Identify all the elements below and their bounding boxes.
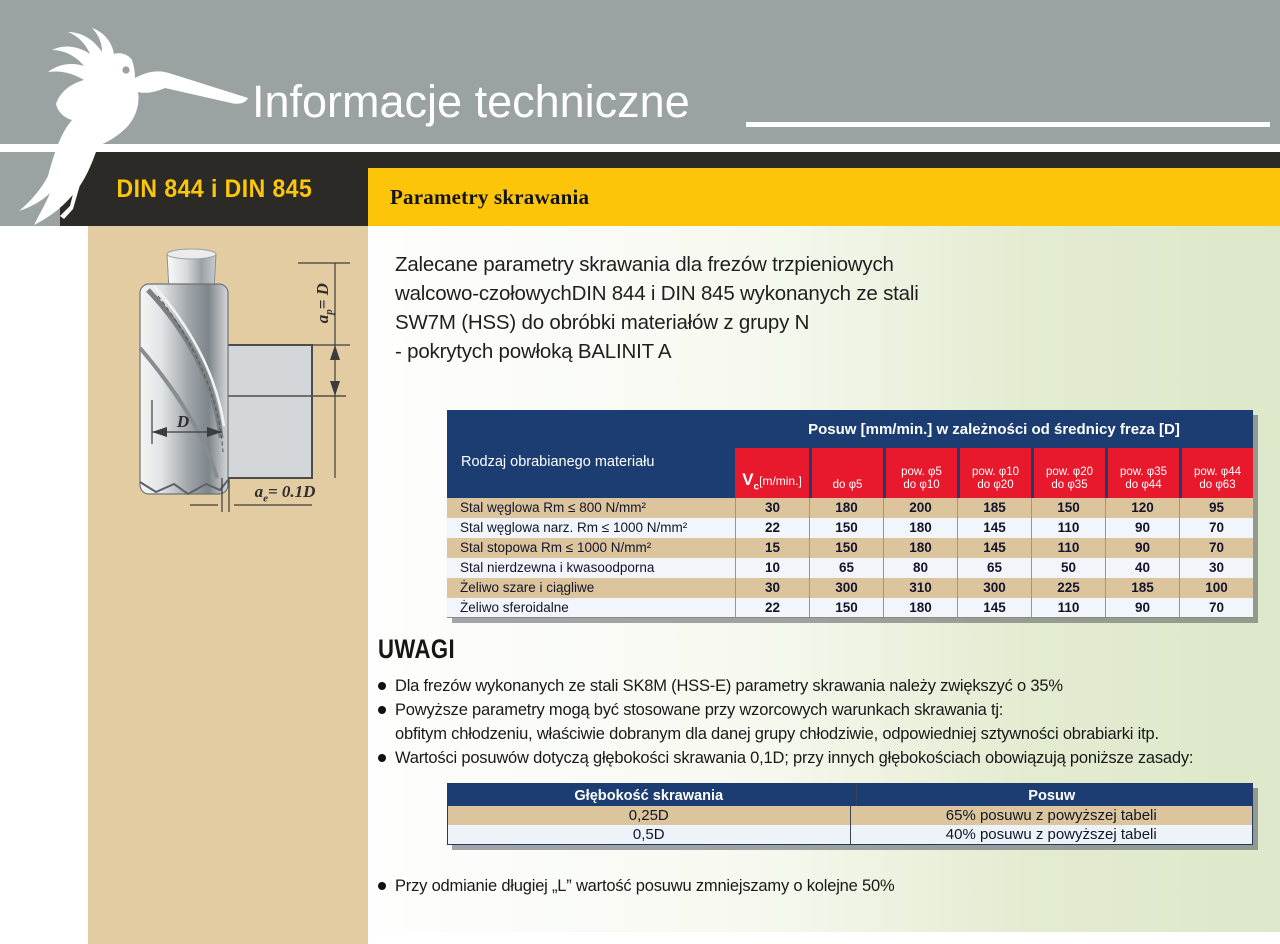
diameter-header-cell: pow. φ20 do φ35	[1031, 448, 1105, 498]
page-title: Informacje techniczne	[252, 76, 690, 127]
bullet-icon	[378, 754, 386, 762]
title-underline	[746, 122, 1270, 127]
feed-value-cell: 50	[1031, 558, 1105, 578]
milling-diagram	[88, 226, 368, 526]
feed-value-cell: 185	[1105, 578, 1179, 598]
bullet-icon	[378, 706, 386, 714]
feed-rule-cell: 65% posuwu z powyższej tabeli	[850, 806, 1253, 825]
feed-value-cell: 185	[957, 498, 1031, 518]
feed-value-cell: 200	[883, 498, 957, 518]
diameter-header-cell: do φ5	[809, 448, 883, 498]
material-name-cell: Stal węglowa narz. Rm ≤ 1000 N/mm²	[460, 520, 688, 535]
table-row	[447, 598, 1253, 618]
feed-rule-cell: 40% posuwu z powyższej tabeli	[850, 825, 1253, 844]
depth-table-row	[448, 806, 1252, 825]
feed-value-cell: 150	[809, 538, 883, 558]
feed-value-cell: 15	[735, 538, 809, 558]
feed-value-cell: 70	[1179, 598, 1253, 617]
cutting-parameters-table	[447, 410, 1253, 618]
diameter-label: D	[176, 412, 190, 431]
section-title: Parametry skrawania	[390, 184, 590, 209]
intro-paragraph	[395, 250, 1015, 366]
table-row	[447, 558, 1253, 578]
depth-value-cell: 0,5D	[632, 826, 665, 843]
material-name-cell: Stal nierdzewna i kwasoodporna	[460, 560, 655, 575]
feed-value-cell: 180	[883, 538, 957, 558]
feed-value-cell: 145	[957, 518, 1031, 538]
ae-label: $a_e= 0.1D$	[254, 482, 316, 505]
depth-table-header	[448, 784, 1252, 806]
feed-value-cell: 22	[735, 518, 809, 538]
feed-value-cell: 300	[957, 578, 1031, 598]
feed-value-cell: 90	[1105, 518, 1179, 538]
feed-value-cell: 70	[1179, 538, 1253, 558]
note-item-continuation: obfitym chłodzeniu, właściwie dobranym dla danej grupy chłodziwie, odpowiedniej sztywności obrabiarki itp.	[395, 725, 1159, 743]
workpiece	[222, 345, 312, 478]
depth-value-cell: 0,25D	[628, 807, 669, 824]
feed-value-cell: 150	[809, 518, 883, 538]
feed-value-cell: 65	[957, 558, 1031, 578]
intro-line: walcowo-czołowychDIN 844 i DIN 845 wykonanych ze stali	[395, 282, 919, 305]
feed-value-cell: 95	[1179, 498, 1253, 518]
intro-line: SW7M (HSS) do obróbki materiałów z grupy N	[395, 311, 810, 334]
feed-value-cell: 22	[735, 598, 809, 617]
feed-header: Posuw [mm/min.] w zależności od średnicy freza [D]	[808, 420, 1180, 438]
feed-value-cell: 145	[957, 538, 1031, 558]
note-item: Przy odmianie długiej „L” wartość posuwu zmniejszamy o kolejne 50%	[378, 874, 1268, 898]
feed-value-cell: 180	[883, 518, 957, 538]
notes-list	[378, 674, 1268, 770]
intro-line: - pokrytych powłoką BALINIT A	[395, 340, 672, 363]
feed-value-cell: 225	[1031, 578, 1105, 598]
feed-value-cell: 40	[1105, 558, 1179, 578]
feed-value-cell: 110	[1031, 538, 1105, 558]
bird-eye	[122, 66, 129, 73]
feed-value-cell: 145	[957, 598, 1031, 617]
table-row	[447, 518, 1253, 538]
diameter-header-cell: pow. φ5 do φ10	[883, 448, 957, 498]
feed-value-cell: 65	[809, 558, 883, 578]
ap-label: $a_p= D$	[312, 283, 336, 324]
material-name-cell: Stal węglowa Rm ≤ 800 N/mm²	[460, 500, 646, 515]
feed-value-cell: 150	[809, 598, 883, 617]
feed-value-cell: 110	[1031, 598, 1105, 617]
feed-value-cell: 100	[1179, 578, 1253, 598]
vc-header-cell: $V_c$ [m/min.]	[735, 448, 809, 498]
depth-feed-table	[447, 783, 1253, 845]
feed-value-cell: 150	[1031, 498, 1105, 518]
feed-value-cell: 70	[1179, 518, 1253, 538]
material-name-cell: Stal stopowa Rm ≤ 1000 N/mm²	[460, 540, 652, 555]
bullet-icon	[378, 882, 386, 890]
note-item: Wartości posuwów dotyczą głębokości skrawania 0,1D; przy innych głębokościach obowiązują poniższe zasady:	[378, 746, 1268, 770]
end-mill-cutter	[140, 249, 228, 494]
feed-value-cell: 30	[735, 498, 809, 518]
material-header: Rodzaj obrabianego materiału	[461, 454, 655, 470]
bullet-icon	[378, 682, 386, 690]
diameter-header-cell: pow. φ44 do φ63	[1179, 448, 1253, 498]
intro-line: Zalecane parametry skrawania dla frezów trzpieniowych	[395, 253, 894, 276]
feed-value-cell: 10	[735, 558, 809, 578]
feed-header-cell: Posuw	[856, 784, 1246, 806]
diameter-header-cell: pow. φ35 do φ44	[1105, 448, 1179, 498]
depth-header-cell: Głębokość skrawania	[574, 786, 724, 804]
table-row	[447, 578, 1253, 598]
feed-value-cell: 80	[883, 558, 957, 578]
feed-value-cell: 300	[809, 578, 883, 598]
dark-strip	[368, 152, 1280, 168]
feed-value-cell: 180	[809, 498, 883, 518]
note-item: Dla frezów wykonanych ze stali SK8M (HSS-E) parametry skrawania należy zwiększyć o 35%	[378, 674, 1268, 698]
final-note	[378, 874, 1268, 898]
material-name-cell: Żeliwo sferoidalne	[460, 600, 569, 615]
feed-value-cell: 30	[735, 578, 809, 598]
note-item: Powyższe parametry mogą być stosowane przy wzorcowych warunkach skrawania tj:	[378, 698, 1268, 722]
feed-value-cell: 120	[1105, 498, 1179, 518]
feed-value-cell: 110	[1031, 518, 1105, 538]
section-bar	[368, 168, 1280, 226]
table-header	[447, 410, 1253, 498]
bottom-margin	[368, 932, 1280, 944]
feed-value-cell: 310	[883, 578, 957, 598]
material-name-cell: Żeliwo szare i ciągliwe	[460, 580, 595, 595]
feed-value-cell: 30	[1179, 558, 1253, 578]
hummingbird-logo-icon	[0, 26, 252, 238]
feed-value-cell: 180	[883, 598, 957, 617]
notes-heading: UWAGI	[378, 634, 456, 664]
depth-table-row	[448, 825, 1252, 844]
table-row	[447, 538, 1253, 558]
diameter-header-cell: pow. φ10 do φ20	[957, 448, 1031, 498]
feed-value-cell: 90	[1105, 598, 1179, 617]
din-standard-label: DIN 844 i DIN 845	[116, 174, 312, 203]
feed-value-cell: 90	[1105, 538, 1179, 558]
table-row	[447, 498, 1253, 518]
